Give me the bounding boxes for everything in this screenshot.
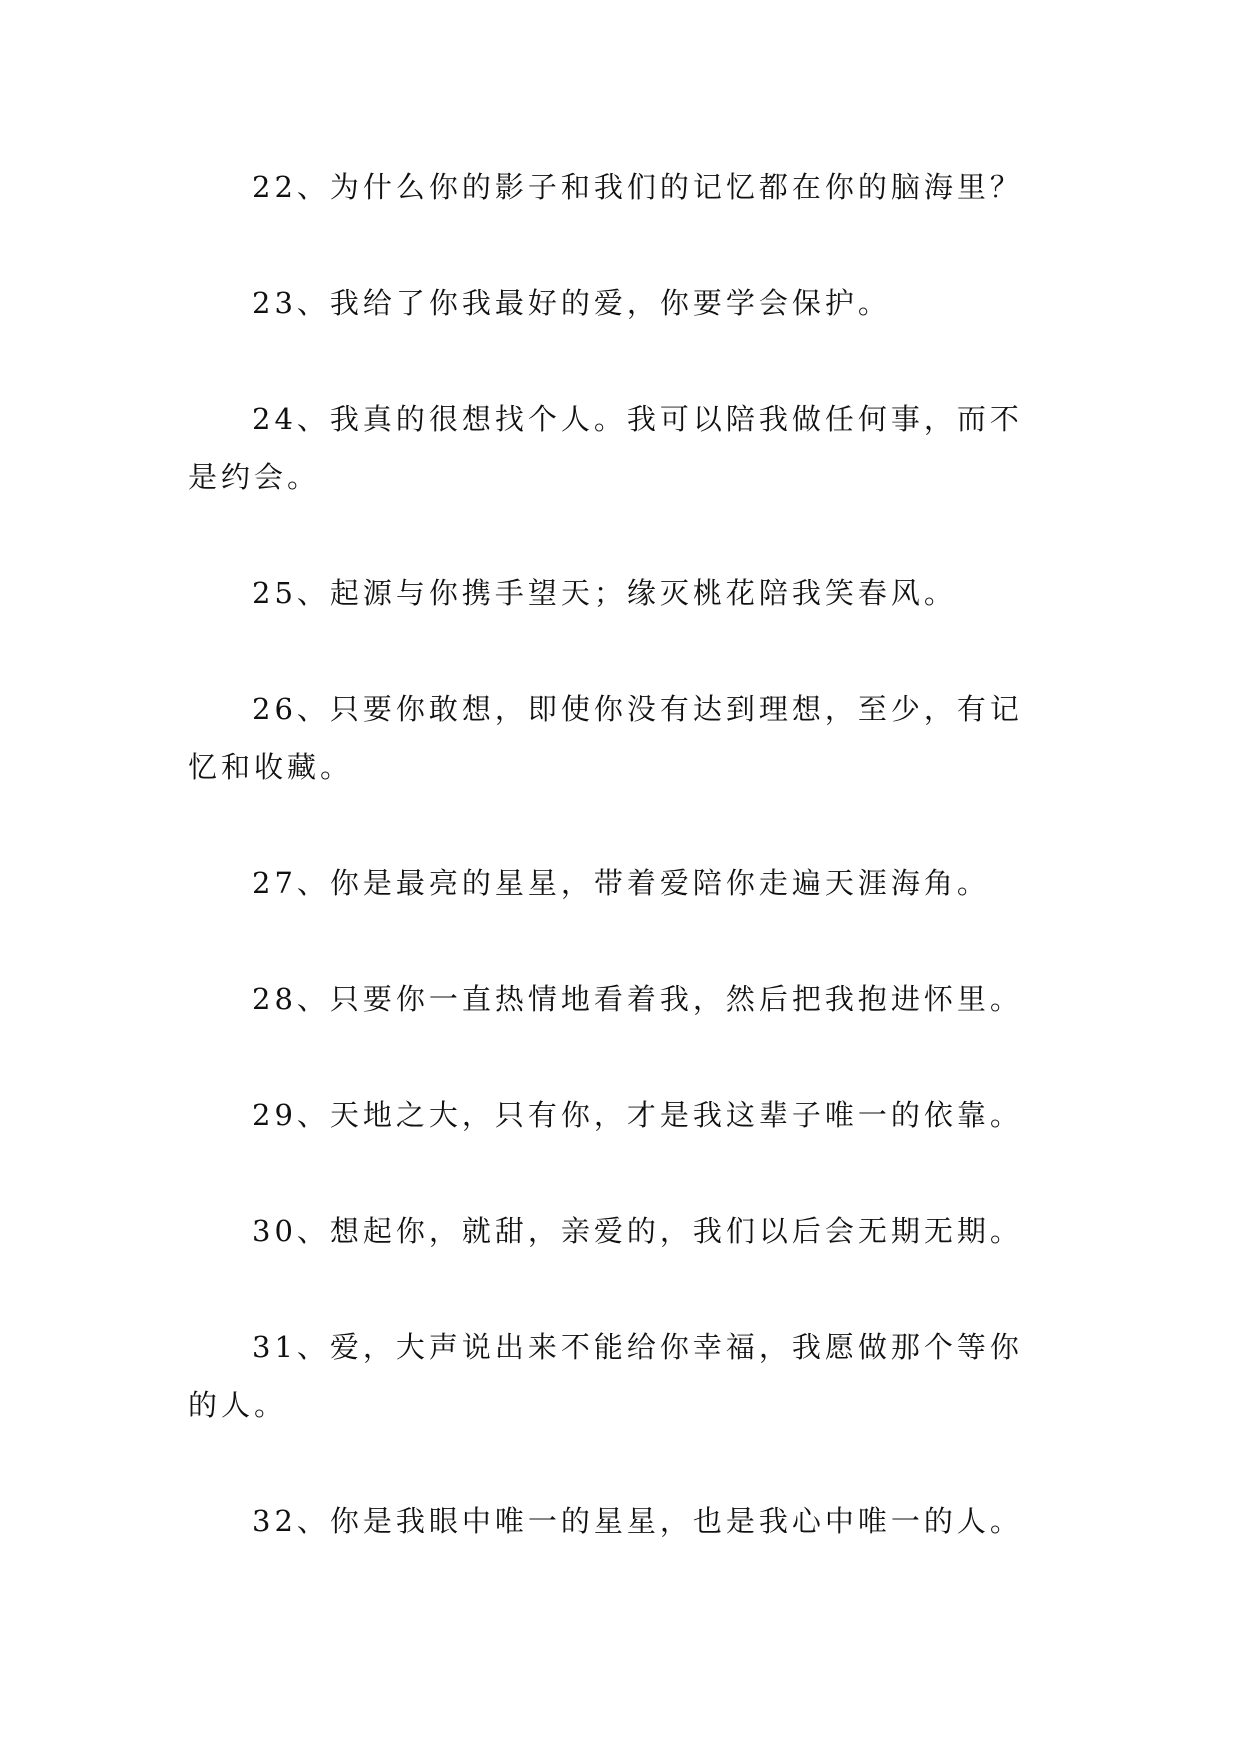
paragraph-24: 24、我真的很想找个人。我可以陪我做任何事，而不是约会。 [188, 402, 1023, 494]
paragraph-31: 31、爱，大声说出来不能给你幸福，我愿做那个等你的人。 [188, 1330, 1023, 1422]
paragraph-25: 25、起源与你携手望天；缘灭桃花陪我笑春风。 [252, 576, 957, 610]
document-body [188, 158, 1054, 1608]
paragraph-27: 27、你是最亮的星星，带着爱陪你走遍天涯海角。 [252, 866, 990, 900]
paragraph-29: 29、天地之大，只有你，才是我这辈子唯一的依靠。 [252, 1098, 1023, 1132]
paragraph-30: 30、想起你，就甜，亲爱的，我们以后会无期无期。 [252, 1214, 1023, 1248]
paragraph-22: 22、为什么你的影子和我们的记忆都在你的脑海里？ [252, 170, 1023, 204]
paragraph-23: 23、我给了你我最好的爱，你要学会保护。 [252, 286, 891, 320]
paragraph-28: 28、只要你一直热情地看着我，然后把我抱进怀里。 [252, 982, 1023, 1016]
paragraph-26: 26、只要你敢想，即使你没有达到理想，至少，有记忆和收藏。 [188, 692, 1023, 784]
paragraph-32: 32、你是我眼中唯一的星星，也是我心中唯一的人。 [252, 1504, 1023, 1538]
